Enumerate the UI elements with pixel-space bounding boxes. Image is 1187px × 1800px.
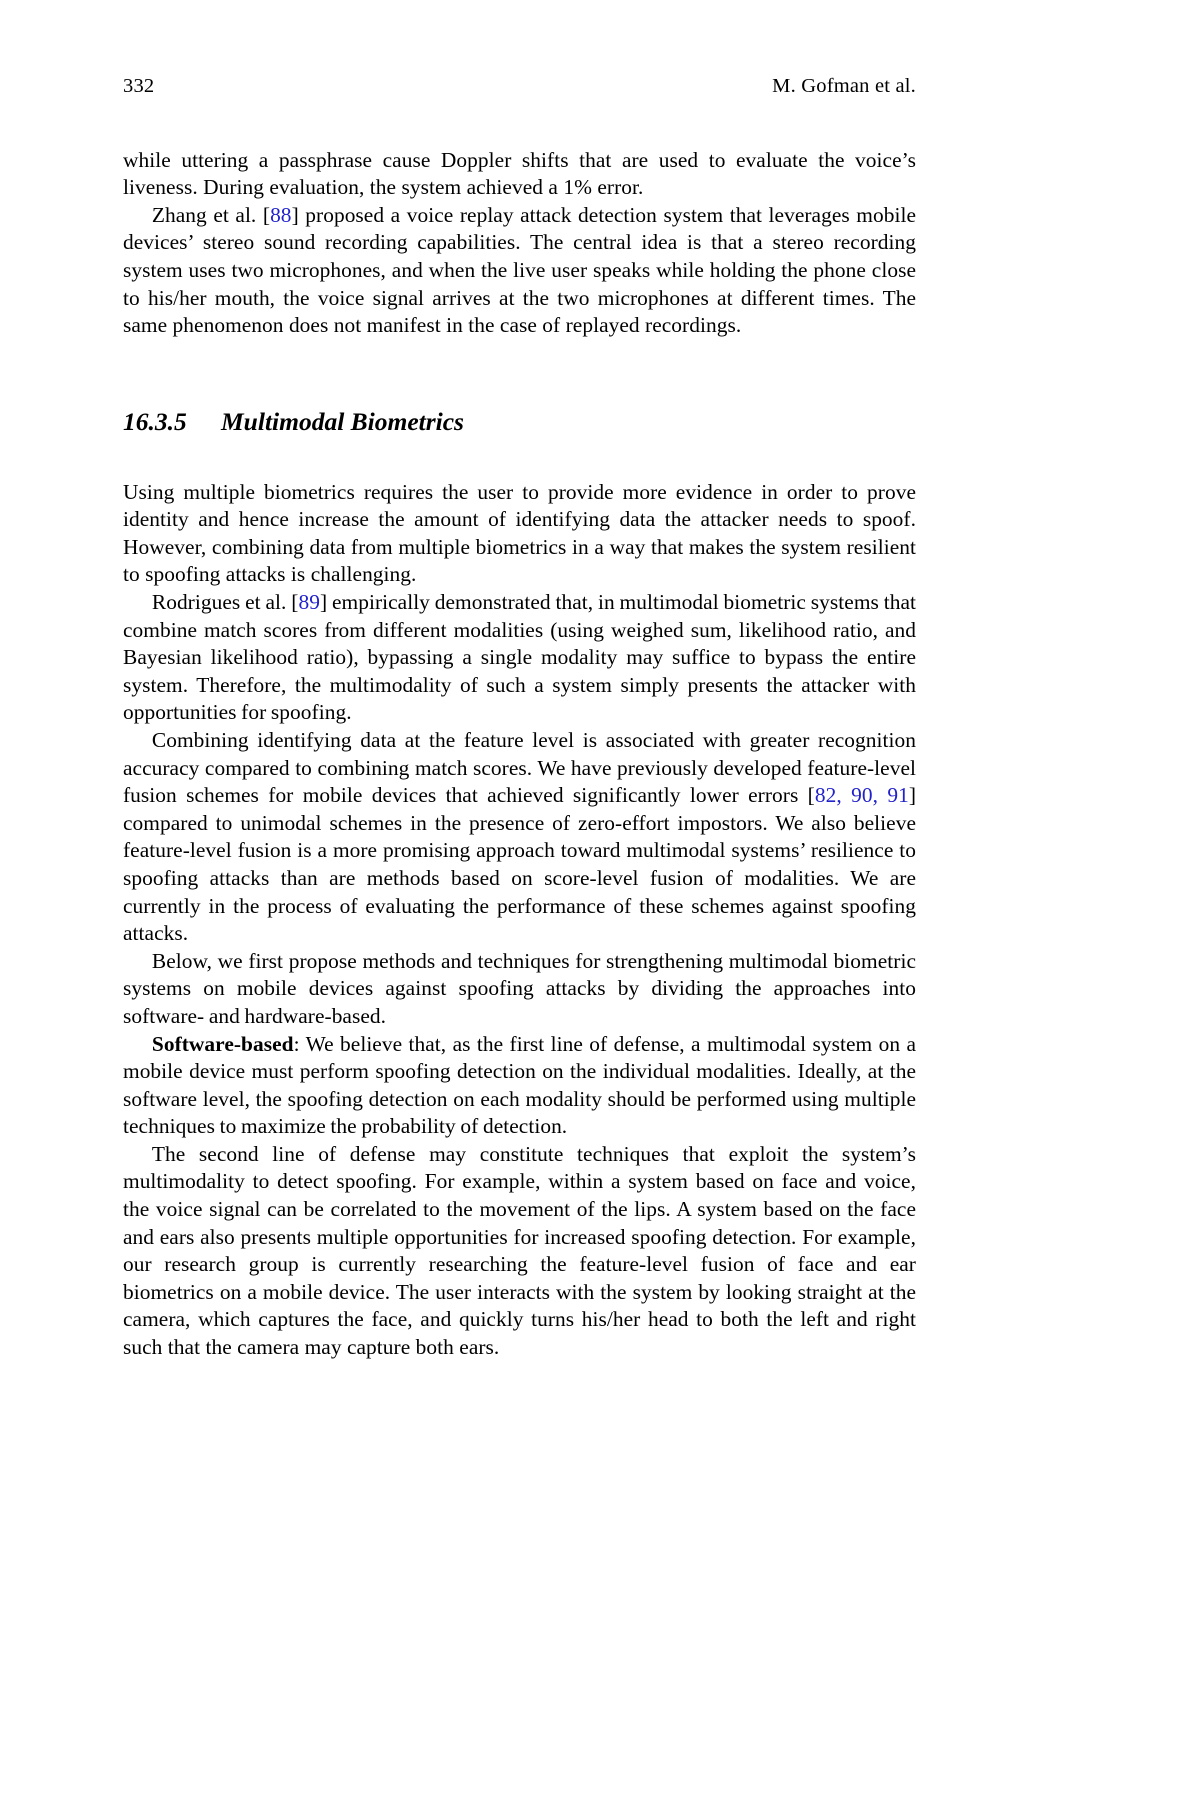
paragraph-using-multiple-biometrics: Using multiple biometrics requires the user to provide more evidence in order to prove identity and hence increase the amount of identifying data the attacker needs to spoof. However, combining data from multiple biometrics in a way that makes the system resilient to spoofing attacks is challenging.	[123, 479, 916, 587]
section-heading-block	[123, 406, 916, 438]
software-based-text: : We believe that, as the first line of defense, a multimodal system on a mobile device must perform spoofing detection on the individual modalities. Ideally, at the software level, the spoofing detection on each modality should be performed using multiple techniques to maximize the probability of detection.	[123, 1031, 916, 1139]
citation-89[interactable]: 89	[298, 590, 320, 614]
running-head-title: M. Gofman et al.	[772, 75, 916, 97]
section-title: Multimodal Biometrics	[221, 406, 464, 436]
citation-90[interactable]: 90	[851, 783, 873, 808]
paragraph-rodrigues	[123, 589, 916, 727]
citation-separator-2: ,	[872, 783, 888, 808]
section-number: 16.3.5	[123, 406, 187, 436]
running-head	[123, 74, 916, 99]
section-heading	[123, 406, 916, 438]
paragraph-rodrigues-text-after: ] empirically demonstrated that, in multimodal biometric systems that combine match scores from different modalities (using weighed sum, likelihood ratio, and Bayesian likelihood ratio), bypassing a single modality may suffice to bypass the entire system. Therefore, the multimodality of such a system simply presents the attacker with opportunities for spoofing.	[123, 590, 917, 725]
citation-88[interactable]: 88	[270, 202, 292, 227]
paragraph-combining-text-before: Combining identifying data at the feature level is associated with greater recognition accuracy compared to combining match scores. We have previously developed feature-level fusion schemes for mobile devices that achieved significantly lower errors [	[123, 727, 916, 808]
page-content	[123, 74, 916, 1362]
paragraph-zhang-text-after: ] proposed a voice replay attack detection system that leverages mobile devices’ stereo sound recording capabilities. The central idea is that a stereo recording system uses two microphones, and when the live user speaks while holding the phone close to his/her mouth, the voice signal arrives at the two microphones at different times. The same phenomenon does not manifest in the case of replayed recordings.	[123, 202, 916, 338]
citation-82[interactable]: 82	[814, 783, 837, 808]
paragraph-second-line-of-defense: The second line of defense may constitute techniques that exploit the system’s multimodality to detect spoofing. For example, within a system based on face and voice, the voice signal can be correlated to the movement of the lips. A system based on the face and ears also presents multiple opportunities for increased spoofing detection. For example, our research group is currently researching the feature-level fusion of face and ear biometrics on a mobile device. The user interacts with the system by looking straight at the camera, which captures the face, and quickly turns his/her head to both the left and right such that the camera may capture both ears.	[123, 1141, 916, 1360]
paragraph-zhang	[123, 202, 916, 340]
page-number: 332	[123, 75, 155, 97]
software-based-label: Software-based	[151, 1031, 294, 1056]
citation-91[interactable]: 91	[887, 783, 909, 808]
paragraph-combining-text-after: ] compared to unimodal schemes in the presence of zero-effort impostors. We also believe feature-level fusion is a more promising approach toward multimodal systems’ resilience to spoofing attacks than are methods based on score-level fusion of modalities. We are currently in the process of evaluating the performance of these schemes against spoofing attacks.	[123, 783, 917, 946]
citation-separator-1: ,	[836, 783, 852, 808]
paragraph-rodrigues-text-before: Rodrigues et al. [	[151, 590, 299, 614]
paragraph-continued-voice-liveness: while uttering a passphrase cause Doppler shifts that are used to evaluate the voice’s liveness. During evaluation, the system achieved a 1% error.	[123, 147, 916, 200]
paragraph-software-based	[123, 1031, 916, 1141]
paragraph-combining-feature-level	[123, 727, 916, 948]
paragraph-below-propose-methods: Below, we first propose methods and techniques for strengthening multimodal biometric systems on mobile devices against spoofing attacks by dividing the approaches into software- and hardware-based.	[123, 948, 916, 1028]
paragraph-zhang-text-before: Zhang et al. [	[151, 202, 271, 227]
